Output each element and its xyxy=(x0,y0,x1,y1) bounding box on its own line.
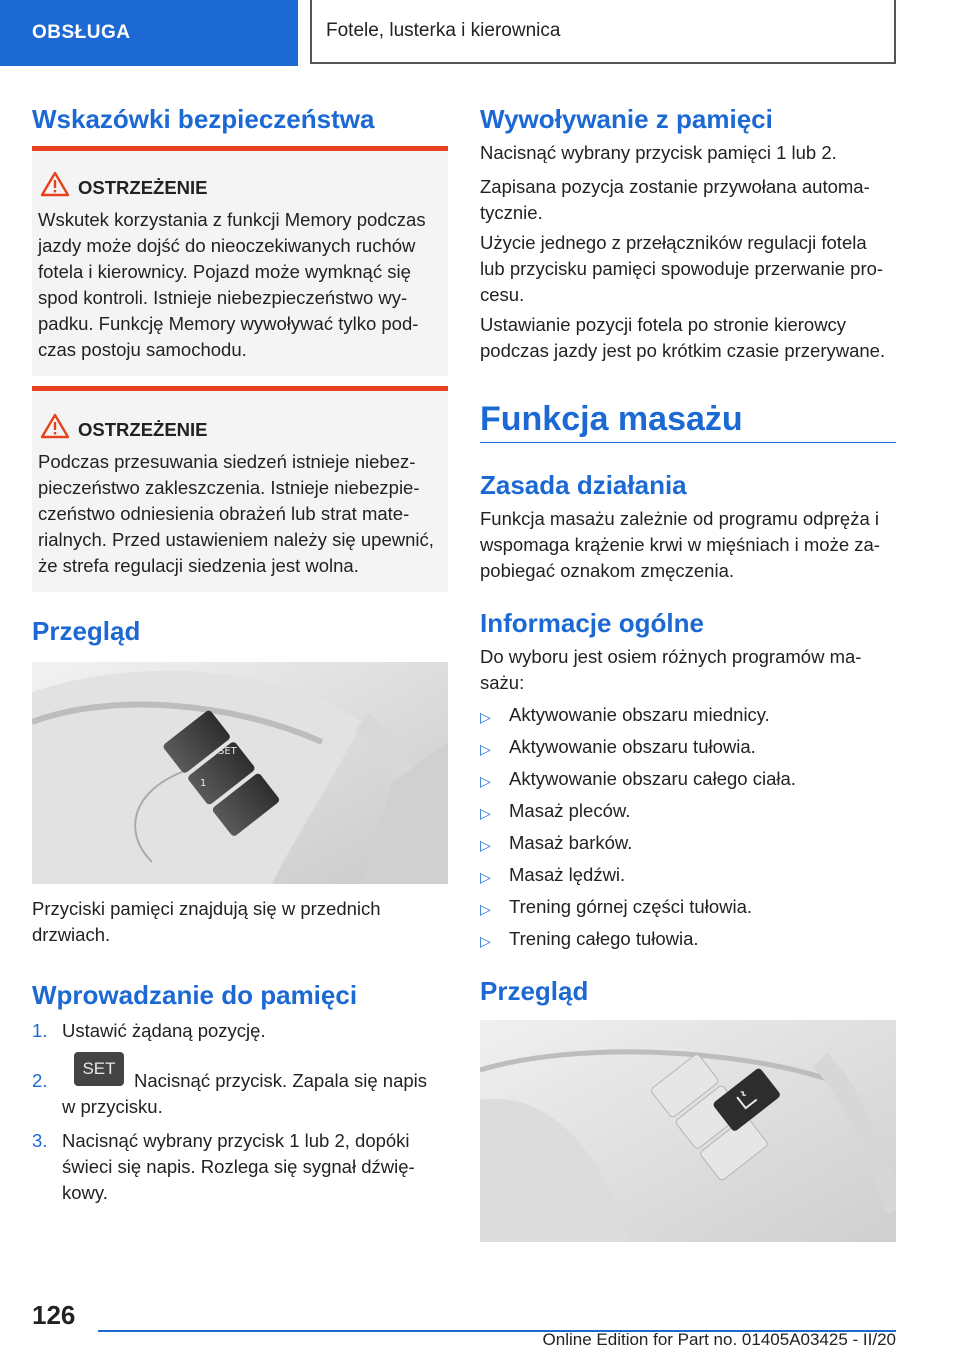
list-item: ▷ Aktywowanie obszaru tułowia. xyxy=(480,736,756,757)
recall-paragraph-1: Nacisnąć wybrany przycisk pamięci 1 lub 2. xyxy=(480,142,837,163)
safety-heading: Wskazówki bezpieczeństwa xyxy=(32,104,375,134)
edition-note: Online Edition for Part no. 01405A03425 - II/20 xyxy=(542,1330,896,1349)
warning-title: OSTRZEŻENIE xyxy=(78,177,208,198)
principle-text: Funkcja masażu zależnie od programu odpręża i wspomaga krążenie krwi w mięśniach i może za- pobiegać oznakom zmęczenia. xyxy=(480,508,880,581)
list-item: ▷ Masaż barków. xyxy=(480,832,633,853)
step-3: 3. Nacisnąć wybrany przycisk 1 lub 2, dopóki świeci się napis. Rozlega się sygnał dźwię- kowy. xyxy=(32,1130,415,1203)
step-2: 2. SET Nacisnąć przycisk. Zapala się napis w przycisku. xyxy=(32,1052,448,1122)
massage-heading: Funkcja masażu xyxy=(480,400,743,438)
list-item: ▷ Masaż lędźwi. xyxy=(480,864,626,885)
overview-heading: Przegląd xyxy=(32,616,141,646)
store-heading: Wprowadzanie do pamięci xyxy=(32,980,358,1010)
list-item: ▷ Trening górnej części tułowia. xyxy=(480,896,753,917)
principle-heading: Zasada działania xyxy=(480,470,687,500)
list-item: ▷ Aktywowanie obszaru miednicy. xyxy=(480,704,770,725)
list-item: ▷ Masaż pleców. xyxy=(480,800,631,821)
warning-box-memory xyxy=(32,146,448,376)
heading-rule xyxy=(480,442,896,443)
chapter-title: Fotele, lusterka i kierownica xyxy=(310,0,896,64)
massage-button-photo xyxy=(480,1020,896,1242)
warning-text: Podczas przesuwania siedzeń istnieje niebez- pieczeństwo zakleszczenia. Istnieje niebezpie- czeństwo odniesienia obrażeń lub strat mate- rialnych. Przed ustawieniem należy się upewnić, że strefa regulacji siedzenia jest wolna. xyxy=(38,451,434,576)
warning-triangle-icon xyxy=(40,171,70,197)
general-text: Do wyboru jest osiem różnych programów ma- sażu: xyxy=(480,646,862,693)
general-heading: Informacje ogólne xyxy=(480,608,704,638)
section-tab: OBSŁUGA xyxy=(0,0,298,66)
page-number: 126 xyxy=(32,1300,76,1330)
warning-box-pinch xyxy=(32,386,448,592)
warning-text: Wskutek korzystania z funkcji Memory podczas jazdy może dojść do nieoczekiwanych ruchów fotela i kierownicy. Pojazd może wymknąć się spod kontroli. Istnieje niebezpieczeństwo wy- padku. Funkcję Memory wywoływać tylko pod- czas postoju samochodu. xyxy=(38,209,426,360)
set-button-icon: SET xyxy=(74,1052,124,1086)
photo-button-2-label: 2 xyxy=(176,812,183,823)
warning-title: OSTRZEŻENIE xyxy=(78,419,208,440)
recall-paragraph-4: Ustawianie pozycji fotela po stronie kierowcy podczas jazdy jest po krótkim czasie przerywane. xyxy=(480,314,886,361)
recall-paragraph-2: Zapisana pozycja zostanie przywołana automa- tycznie. xyxy=(480,176,870,223)
photo-set-label: SET xyxy=(218,746,237,757)
list-item: ▷ Aktywowanie obszaru całego ciała. xyxy=(480,768,796,789)
memory-buttons-photo xyxy=(32,662,448,884)
recall-paragraph-3: Użycie jednego z przełączników regulacji fotela lub przycisku pamięci spowoduje przerwanie pro- cesu. xyxy=(480,232,884,305)
photo-caption: Przyciski pamięci znajdują się w przednich drzwiach. xyxy=(32,898,381,945)
warning-triangle-icon xyxy=(40,413,70,439)
recall-heading: Wywoływanie z pamięci xyxy=(480,104,773,134)
photo-button-1-label: 1 xyxy=(200,778,207,789)
overview-heading: Przegląd xyxy=(480,976,589,1006)
step-1: 1. Ustawić żądaną pozycję. xyxy=(32,1020,266,1041)
list-item: ▷ Trening całego tułowia. xyxy=(480,928,699,949)
